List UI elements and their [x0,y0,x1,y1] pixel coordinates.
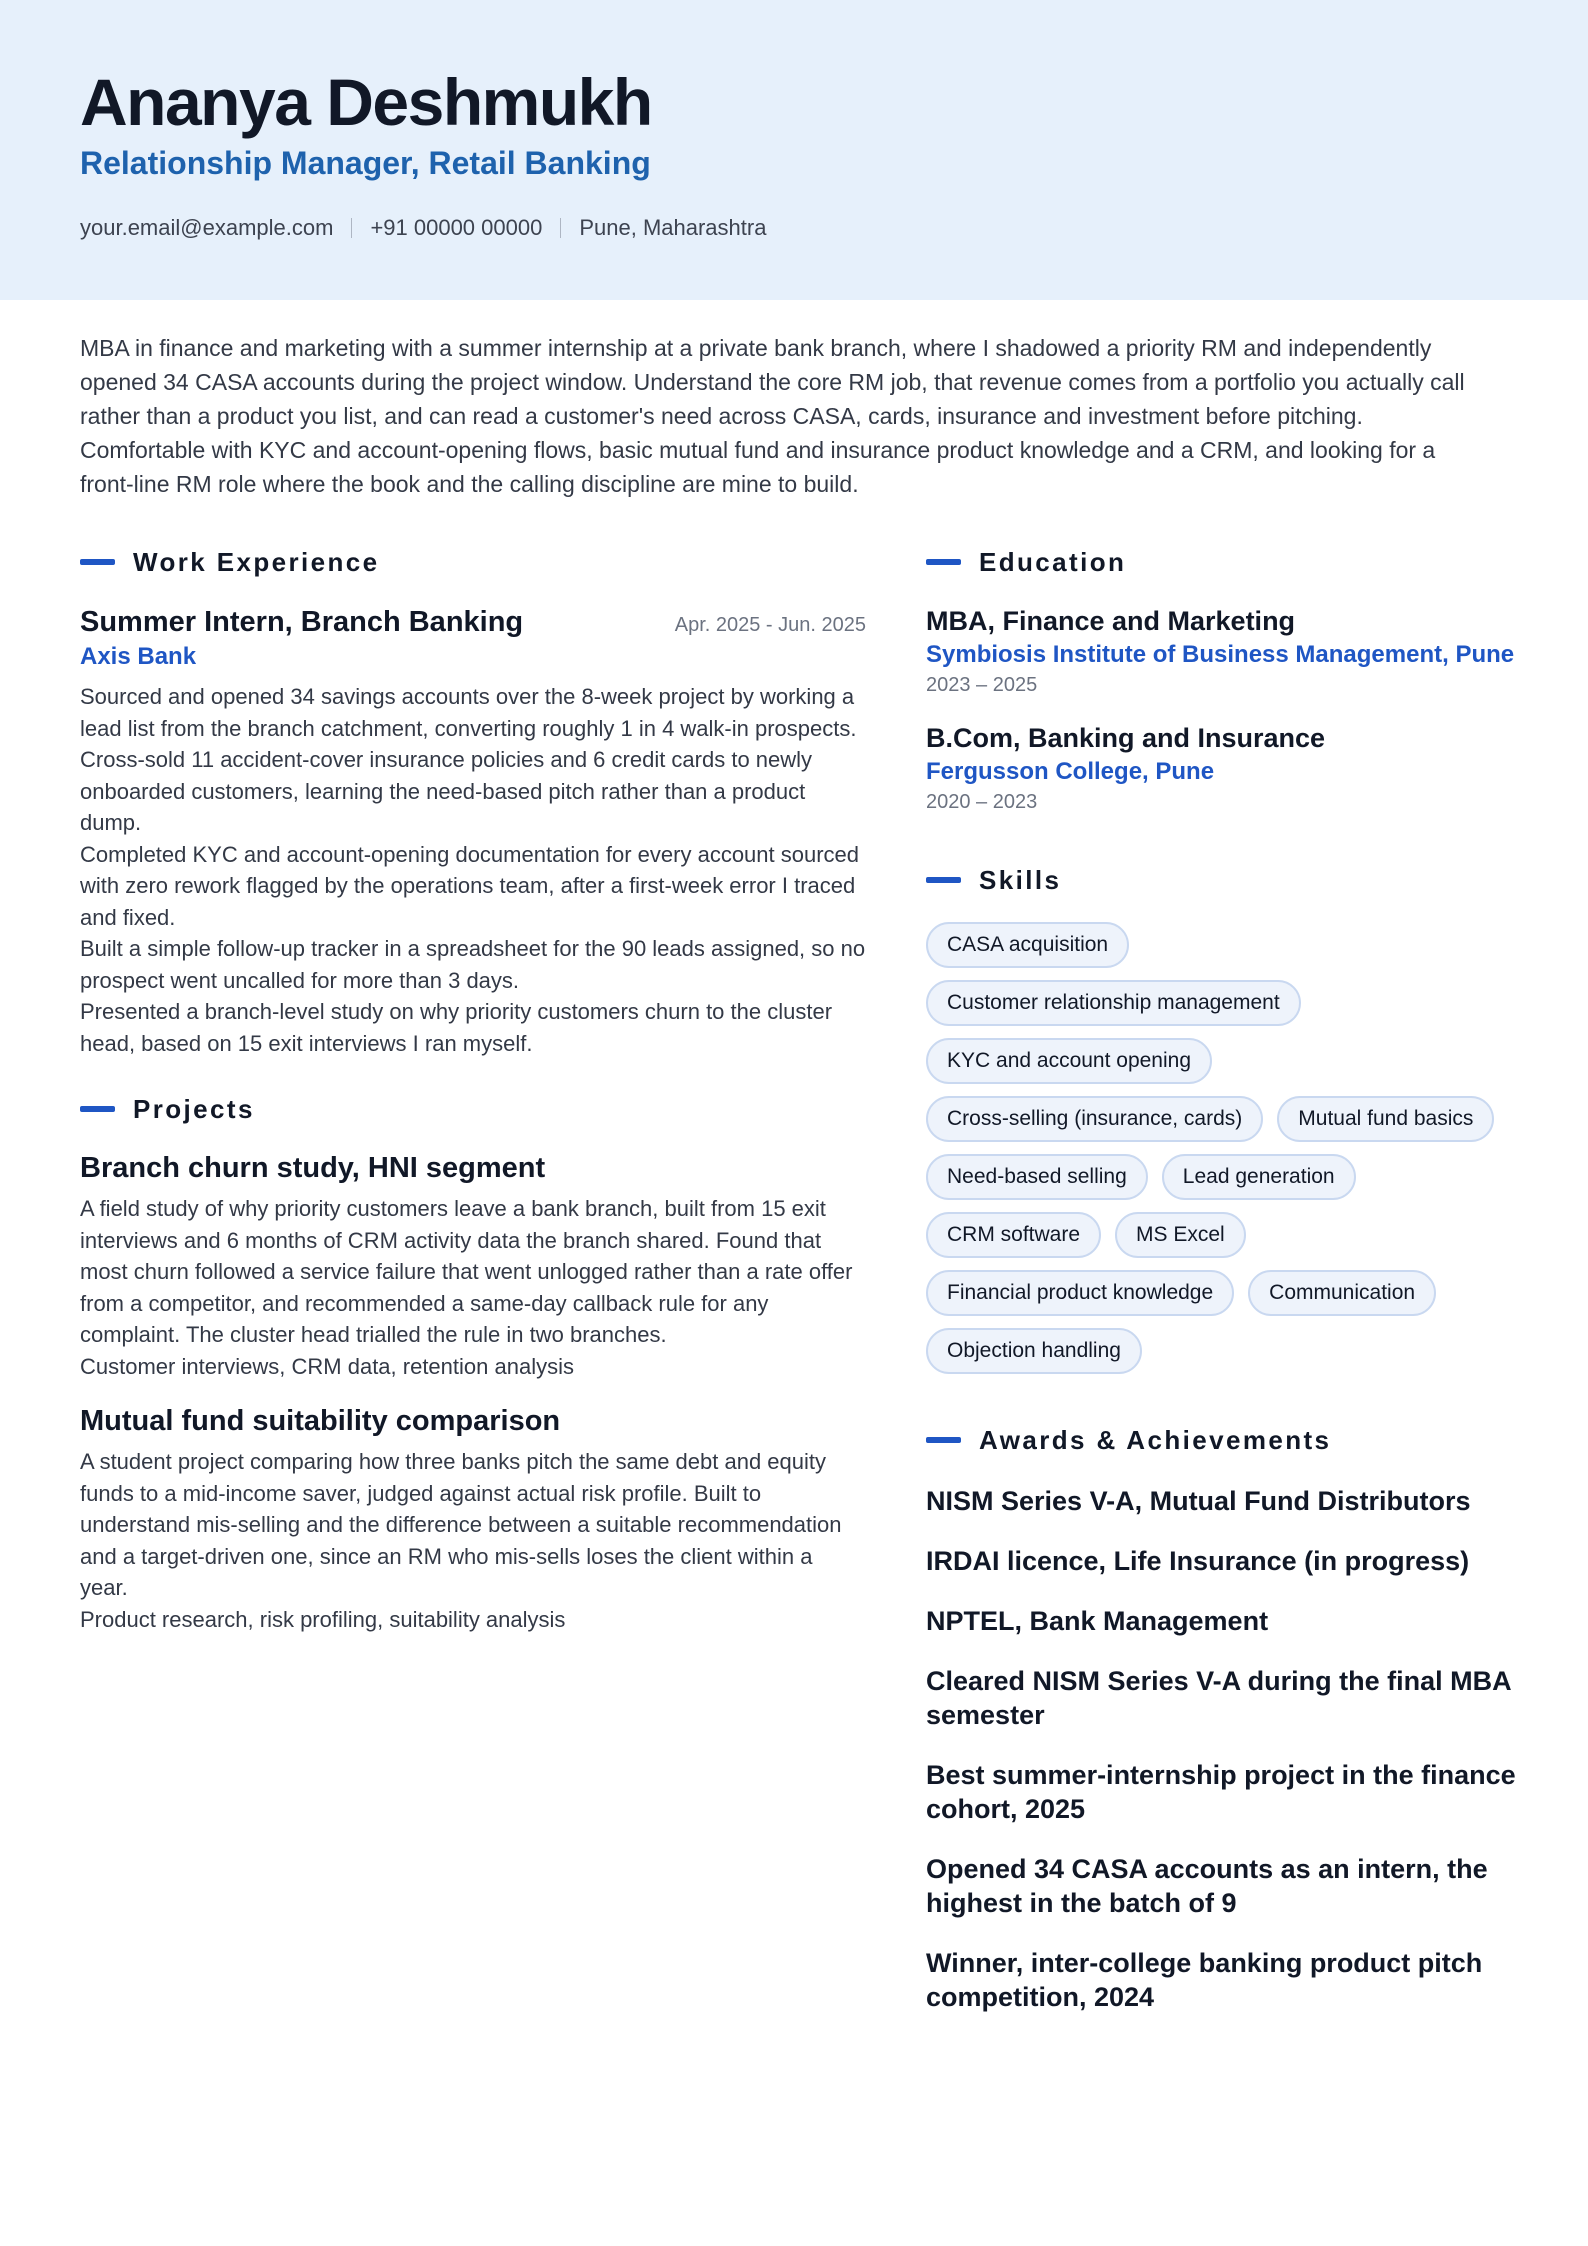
project-tags: Product research, risk profiling, suitability analysis [80,1606,566,1632]
education-item [926,604,1516,699]
skills-heading [926,858,1516,902]
award-item: NPTEL, Bank Management [926,1606,1269,1636]
contact-divider [351,218,352,238]
job-bullet: Presented a branch-level study on why priority customers churn to the cluster head, based on 15 exit interviews I ran myself. [80,999,833,1056]
left-column [80,540,866,1635]
section-accent-bar [80,1106,115,1112]
project-description: A student project comparing how three banks pitch the same debt and equity funds to a mid-income saver, judged against actual risk profile. Built to understand mis-selling and the difference between a suitable recommendation and a target-driven one, since an RM who mis-sells loses the client within a year. [80,1449,842,1600]
skill-tag: CRM software [926,1212,1101,1258]
award-item: Best summer-internship project in the finance cohort, 2025 [926,1760,1516,1824]
company-name: Axis Bank [80,643,197,670]
section-accent-bar [926,1437,961,1443]
job-bullet: Completed KYC and account-opening documentation for every account sourced with zero rework flagged by the operations team, after a first-week error I traced and fixed. [80,841,860,930]
skill-tag: Mutual fund basics [1277,1096,1494,1142]
skill-tag: Financial product knowledge [926,1270,1234,1316]
skill-tag: Cross-selling (insurance, cards) [926,1096,1263,1142]
school-name: Fergusson College, Pune [926,758,1215,785]
project-item [80,1149,866,1382]
job-title: Summer Intern, Branch Banking [80,606,524,638]
awards-heading [926,1418,1516,1462]
education-years: 2023 – 2025 [926,674,1038,696]
project-item [80,1402,866,1635]
award-item: Cleared NISM Series V-A during the final MBA semester [926,1666,1511,1730]
award-item: Winner, inter-college banking product pitch competition, 2024 [926,1948,1483,2012]
skill-tag: Customer relationship management [926,980,1301,1026]
job-header [80,606,866,639]
education-heading [926,540,1516,584]
section-title: Skills [979,864,1062,895]
section-title: Work Experience [133,546,380,577]
awards-list [926,1484,1516,2014]
phone-text[interactable]: +91 00000 00000 [370,215,543,240]
email-text[interactable]: your.email@example.com [80,215,334,240]
award-item: IRDAI licence, Life Insurance (in progress) [926,1546,1470,1576]
job-bullet: Sourced and opened 34 savings accounts over the 8-week project by working a lead list from the branch catchment, converting roughly 1 in 4 walk-in prospects. [80,684,857,741]
degree-name: MBA, Finance and Marketing [926,606,1296,636]
project-title: Branch churn study, HNI segment [80,1152,546,1184]
education-item [926,721,1516,816]
skill-tag: Lead generation [1162,1154,1356,1200]
section-title: Projects [133,1093,255,1124]
education-years: 2020 – 2023 [926,791,1038,813]
right-column [926,540,1516,2040]
skill-tag: Need-based selling [926,1154,1148,1200]
section-accent-bar [926,559,961,565]
skill-tag: CASA acquisition [926,922,1129,968]
professional-summary: MBA in finance and marketing with a summer internship at a private bank branch, where I shadowed a priority RM and independently opened 34 CASA accounts during the project window. Understand the core RM job, that revenue comes from a portfolio you actually call rather than a product you list, and can read a customer's need across CASA, cards, insurance and investment before pitching. Comfortable with KYC and account-opening flows, basic mutual fund and insurance product knowledge and a CRM, and looking for a front-line RM role where the book and the calling discipline are mine to build. [80,335,1465,497]
project-description: A field study of why priority customers leave a bank branch, built from 15 exit interviews and 6 months of CRM activity data the branch shared. Found that most churn followed a service failure that went unlogged rather than a rate offer from a competitor, and recommended a same-day callback rule for any complaint. The cluster head trialled the rule in two branches. [80,1196,853,1347]
project-tags: Customer interviews, CRM data, retention analysis [80,1353,574,1379]
candidate-name: Ananya Deshmukh [80,65,652,139]
projects-heading [80,1087,866,1131]
target-role: Relationship Manager, Retail Banking [80,145,651,181]
resume-header [0,0,1588,300]
section-title: Awards & Achievements [979,1424,1332,1455]
school-name: Symbiosis Institute of Business Management, Pune [926,641,1515,668]
skill-tag: Objection handling [926,1328,1142,1374]
location-text: Pune, Maharashtra [579,215,767,240]
degree-name: B.Com, Banking and Insurance [926,723,1326,753]
contact-line [80,212,766,244]
section-accent-bar [926,877,961,883]
award-item: Opened 34 CASA accounts as an intern, the highest in the batch of 9 [926,1854,1488,1918]
section-accent-bar [80,559,115,565]
award-item: NISM Series V-A, Mutual Fund Distributors [926,1486,1471,1516]
skill-tag: MS Excel [1115,1212,1246,1258]
job-bullets [80,681,866,1059]
skill-tag: KYC and account opening [926,1038,1212,1084]
skills-list [926,922,1516,1374]
contact-divider [560,218,561,238]
work-experience-heading [80,540,866,584]
section-title: Education [979,546,1127,577]
job-dates: Apr. 2025 - Jun. 2025 [674,614,866,636]
job-bullet: Built a simple follow-up tracker in a spreadsheet for the 90 leads assigned, so no prospect went uncalled for more than 3 days. [80,936,866,993]
job-bullet: Cross-sold 11 accident-cover insurance policies and 6 credit cards to newly onboarded customers, learning the need-based pitch rather than a product dump. [80,747,813,835]
skill-tag: Communication [1248,1270,1436,1316]
project-title: Mutual fund suitability comparison [80,1405,561,1437]
